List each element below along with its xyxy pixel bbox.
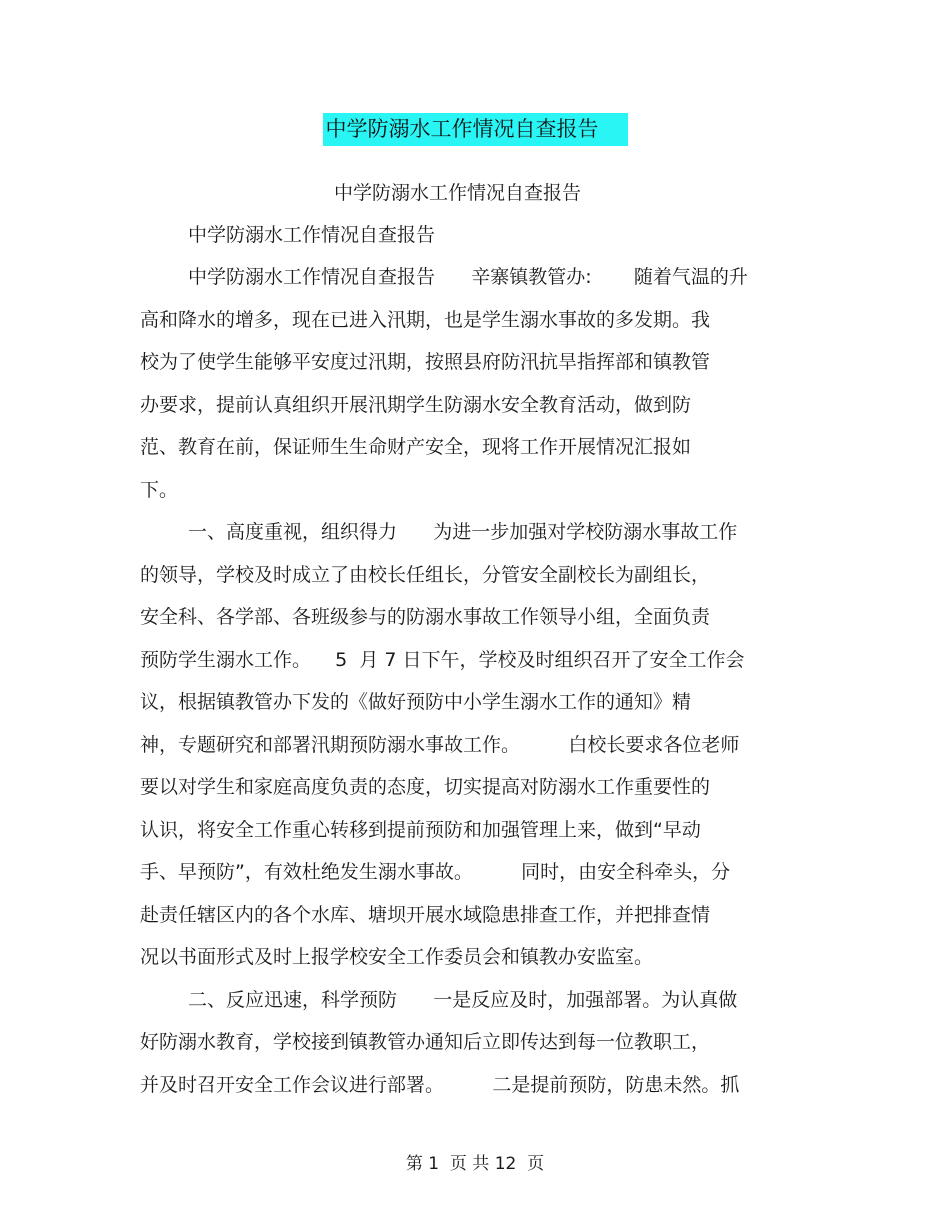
body-line: 安全科、各学部、各班级参与的防溺水事故工作领导小组，全面负责: [140, 606, 711, 628]
body-line: 手、早预防”，有效杜绝发生溺水事故。 同时，由安全科牵头，分: [140, 861, 731, 883]
document-title: 中学防溺水工作情况自查报告: [323, 113, 628, 146]
body-line: 中学防溺水工作情况自查报告: [188, 224, 436, 246]
body-line: 二、反应迅速，科学预防 一是反应及时，加强部署。为认真做: [188, 989, 738, 1011]
body-line: 要以对学生和家庭高度负责的态度，切实提高对防溺水工作重要性的: [140, 776, 711, 798]
body-line: 校为了使学生能够平安度过汛期，按照县府防汛抗旱指挥部和镇教管: [140, 351, 711, 373]
body-line: 赴责任辖区内的各个水库、塘坝开展水域隐患排查工作，并把排查情: [140, 904, 711, 926]
body-line: 高和降水的增多，现在已进入汛期，也是学生溺水事故的多发期。我: [140, 309, 711, 331]
document-subtitle: 中学防溺水工作情况自查报告: [334, 182, 582, 204]
body-line: 好防溺水教育，学校接到镇教管办通知后立即传达到每一位教职工，: [140, 1031, 711, 1053]
body-line: 认识，将安全工作重心转移到提前预防和加强管理上来，做到“早动: [140, 819, 701, 841]
body-line: 办要求，提前认真组织开展汛期学生防溺水安全教育活动，做到防: [140, 394, 692, 416]
body-line: 范、教育在前，保证师生生命财产安全，现将工作开展情况汇报如: [140, 436, 692, 458]
body-line: 况以书面形式及时上报学校安全工作委员会和镇教办安监室。: [140, 946, 654, 968]
body-line: 中学防溺水工作情况自查报告 辛寨镇教管办: 随着气温的升: [188, 266, 748, 288]
body-line: 下。: [140, 479, 179, 501]
body-line: 一、高度重视，组织得力 为进一步加强对学校防溺水事故工作: [188, 521, 738, 543]
title-container: [0, 113, 950, 146]
page-number-footer: 第 1 页 共 12 页: [405, 1154, 545, 1174]
body-line: 预防学生溺水工作。 5 月 7 日下午，学校及时组织召开了安全工作会: [140, 649, 745, 671]
body-line: 的领导，学校及时成立了由校长任组长，分管安全副校长为副组长，: [140, 564, 711, 586]
body-line: 并及时召开安全工作会议进行部署。 二是提前预防，防患未然。抓: [140, 1074, 740, 1096]
body-line: 神，专题研究和部署汛期预防溺水事故工作。 白校长要求各位老师: [140, 734, 740, 756]
body-line: 议，根据镇教管办下发的《做好预防中小学生溺水工作的通知》精: [140, 691, 692, 713]
